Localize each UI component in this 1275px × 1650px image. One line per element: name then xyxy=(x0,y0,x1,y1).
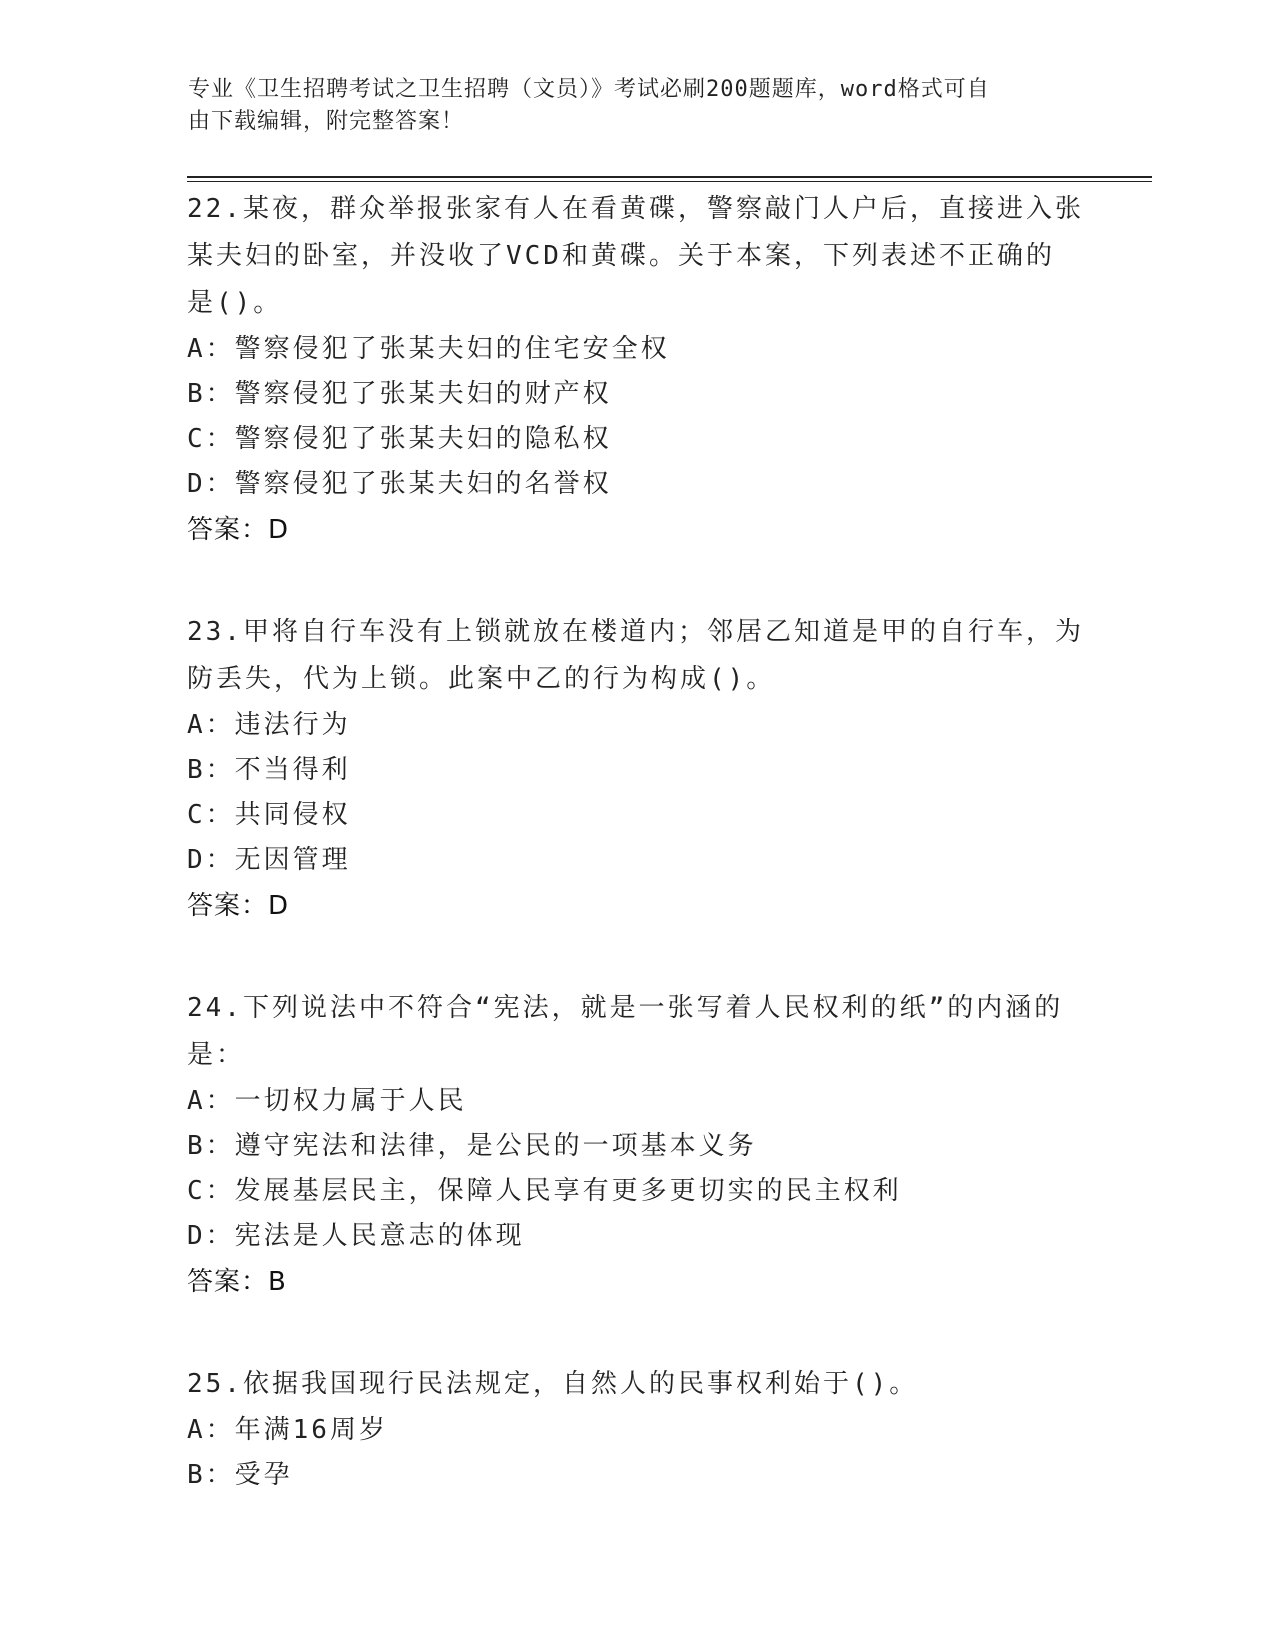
option-d: D：警察侵犯了张某夫妇的名誉权 xyxy=(187,469,612,499)
question-23 xyxy=(187,609,1087,929)
question-25 xyxy=(187,1361,1087,1498)
question-stem-line: 23.甲将自行车没有上锁就放在楼道内；邻居乙知道是甲的自行车，为 xyxy=(187,617,1084,647)
question-stem-line: 25.依据我国现行民法规定，自然人的民事权利始于()。 xyxy=(187,1369,919,1399)
question-spacer xyxy=(187,1305,1087,1361)
option-c: C：发展基层民主，保障人民享有更多更切实的民主权利 xyxy=(187,1176,902,1206)
question-stem-line: 24.下列说法中不符合“宪法，就是一张写着人民权利的纸”的内涵的 xyxy=(187,993,1064,1023)
option-d: D：无因管理 xyxy=(187,845,351,875)
option-d: D：宪法是人民意志的体现 xyxy=(187,1221,525,1251)
question-spacer xyxy=(187,553,1087,609)
question-22 xyxy=(187,186,1087,553)
question-stem-line: 防丢失，代为上锁。此案中乙的行为构成()。 xyxy=(187,664,776,694)
document-header xyxy=(188,74,1068,138)
question-stem-line: 是()。 xyxy=(187,288,283,318)
option-c: C：警察侵犯了张某夫妇的隐私权 xyxy=(187,424,612,454)
question-stem-line: 是： xyxy=(187,1040,246,1070)
question-spacer xyxy=(187,929,1087,985)
option-a: A：年满16周岁 xyxy=(187,1415,388,1445)
option-a: A：一切权力属于人民 xyxy=(187,1086,467,1116)
answer-label: 答案：D xyxy=(187,891,290,921)
option-a: A：警察侵犯了张某夫妇的住宅安全权 xyxy=(187,334,670,364)
header-divider-thick xyxy=(187,176,1152,178)
option-b: B：遵守宪法和法律，是公民的一项基本义务 xyxy=(187,1131,757,1161)
question-24 xyxy=(187,985,1087,1305)
question-stem-line: 22.某夜，群众举报张家有人在看黄碟，警察敲门人户后，直接进入张 xyxy=(187,194,1084,224)
header-divider-thin xyxy=(187,181,1152,182)
option-b: B：警察侵犯了张某夫妇的财产权 xyxy=(187,379,612,409)
option-c: C：共同侵权 xyxy=(187,800,351,830)
question-list xyxy=(187,186,1087,1498)
option-b: B：不当得利 xyxy=(187,755,351,785)
option-b: B：受孕 xyxy=(187,1460,293,1490)
option-a: A：违法行为 xyxy=(187,710,351,740)
answer-label: 答案：B xyxy=(187,1267,287,1297)
question-stem-line: 某夫妇的卧室，并没收了VCD和黄碟。关于本案，下列表述不正确的 xyxy=(187,241,1055,271)
header-line-2: 由下载编辑，附完整答案！ xyxy=(188,109,465,134)
header-line-1: 专业《卫生招聘考试之卫生招聘（文员）》考试必刷200题题库，word格式可自 xyxy=(188,77,990,102)
answer-label: 答案：D xyxy=(187,515,290,545)
